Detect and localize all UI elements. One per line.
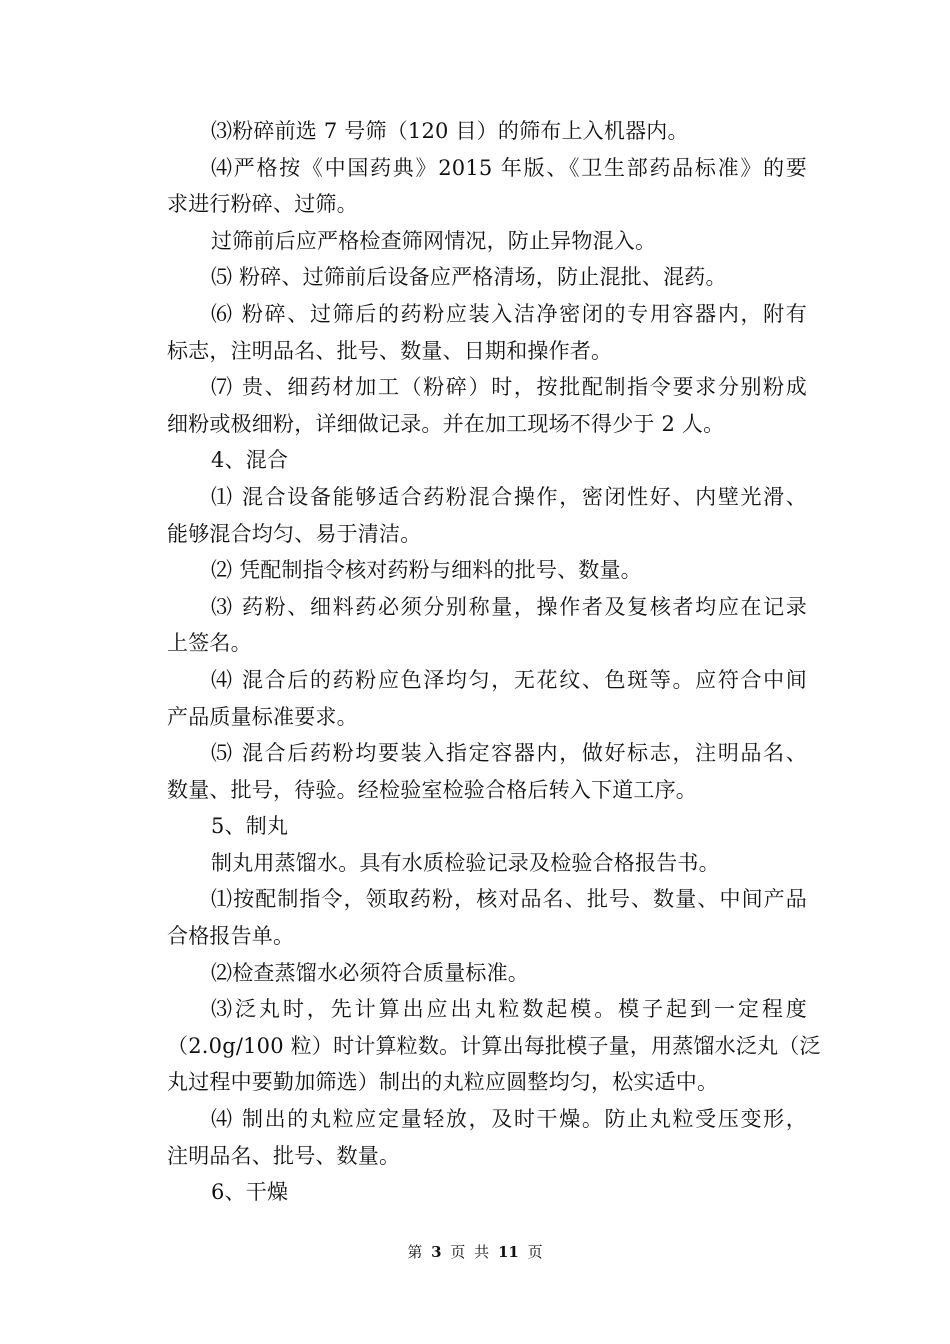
text-line: ⑶ 药粉、细料药必须分别称量，操作者及复核者均应在记录	[211, 594, 807, 619]
text-line: 5、制丸	[211, 814, 289, 839]
text-line: ⑷ 混合后的药粉应色泽均匀，无花纹、色斑等。应符合中间	[211, 667, 807, 692]
text-line: 上签名。	[167, 631, 252, 656]
text-line: 丸过程中要勤加筛选）制出的丸粒应圆整均匀，松实适中。	[167, 1070, 719, 1095]
text-line: 6、干燥	[211, 1180, 289, 1205]
text-line: ⑷ 制出的丸粒应定量轻放，及时干燥。防止丸粒受压变形，	[211, 1107, 807, 1132]
text-line: ⑵检查蒸馏水必须符合质量标准。	[211, 960, 529, 985]
footer-total-word: 共	[474, 1243, 490, 1261]
text-line: 能够混合均匀、易于清洁。	[167, 521, 422, 546]
text-line: ⑸ 混合后药粉均要装入指定容器内，做好标志，注明品名、	[211, 741, 807, 766]
text-line: （2.0g/100 粒）时计算粒数。计算出每批模子量，用蒸馏水泛丸（泛	[167, 1033, 821, 1058]
text-line: ⑹ 粉碎、过筛后的药粉应装入洁净密闭的专用容器内，附有	[211, 301, 807, 326]
text-line: ⑷严格按《中国药典》2015 年版、《卫生部药品标准》的要	[211, 155, 807, 180]
footer-suffix: 页	[527, 1243, 543, 1261]
text-line: ⑴ 混合设备能够适合药粉混合操作，密闭性好、内壁光滑、	[211, 484, 807, 509]
text-line: ⑶粉碎前选 7 号筛（120 目）的筛布上入机器内。	[211, 119, 689, 143]
text-line: 细粉或极细粉，详细做记录。并在加工现场不得少于 2 人。	[167, 411, 725, 436]
footer-page-word: 页	[450, 1243, 466, 1261]
page-footer	[0, 1241, 950, 1262]
text-line: 数量、批号，待验。经检验室检验合格后转入下道工序。	[167, 777, 697, 802]
text-line: ⑸ 粉碎、过筛前后设备应严格清场，防止混批、混药。	[211, 265, 727, 290]
document-body	[167, 113, 821, 1211]
footer-prefix: 第	[407, 1243, 423, 1261]
text-line: ⑵ 凭配制指令核对药粉与细料的批号、数量。	[211, 558, 642, 583]
text-line: 制丸用蒸馏水。具有水质检验记录及检验合格报告书。	[211, 850, 720, 875]
total-pages-number: 11	[497, 1243, 519, 1261]
text-line: 4、混合	[211, 448, 289, 473]
text-line: 过筛前后应严格检查筛网情况，防止异物混入。	[211, 228, 657, 253]
text-line: 产品质量标准要求。	[167, 704, 358, 729]
text-line: 求进行粉碎、过筛。	[167, 192, 358, 217]
text-line: ⑺ 贵、细药材加工（粉碎）时，按批配制指令要求分别粉成	[211, 375, 807, 400]
text-line: ⑶泛丸时，先计算出应出丸粒数起模。模子起到一定程度	[211, 997, 807, 1022]
text-line: 标志，注明品名、批号、数量、日期和操作者。	[167, 338, 613, 363]
text-line: 合格报告单。	[167, 924, 295, 949]
text-line: 注明品名、批号、数量。	[167, 1143, 401, 1168]
current-page-number: 3	[431, 1243, 442, 1261]
text-line: ⑴按配制指令，领取药粉，核对品名、批号、数量、中间产品	[211, 887, 807, 912]
